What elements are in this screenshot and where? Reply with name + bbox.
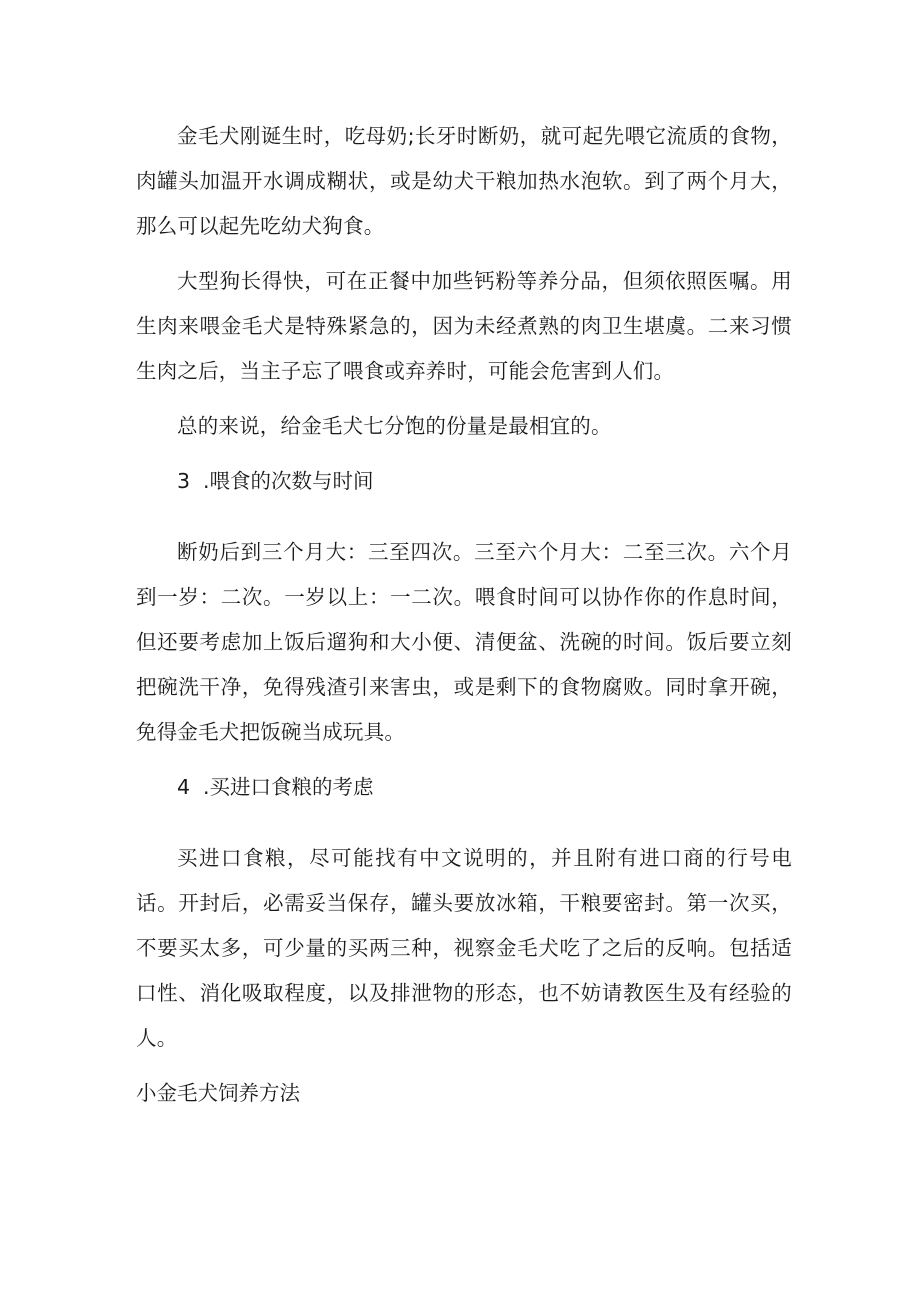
spacer [136, 394, 792, 404]
spacer [136, 249, 792, 259]
spacer [136, 755, 792, 765]
section-title: .喂食的次数与时间 [203, 469, 374, 493]
section-number: 3 [177, 469, 191, 493]
spacer [136, 1061, 792, 1071]
paragraph-feeding-frequency: 断奶后到三个月大：三至四次。三至六个月大：二至三次。六个月到一岁：二次。一岁以上：一二次。喂食时间可以协作你的作息时间，但还要考虑加上饭后遛狗和大小便、清便盆、洗碗的时间。饭后要立刻把碗洗干净，免得残渣引来害虫，或是剩下的食物腐败。同时拿开碗，免得金毛犬把饭碗当成玩具。 [136, 540, 792, 744]
paragraph-large-dog-nutrition: 大型狗长得快，可在正餐中加些钙粉等养分品，但须依照医嘱。用生肉来喂金毛犬是特殊紧急的，因为未经煮熟的肉卫生堪虞。二来习惯生肉之后，当主子忘了喂食或弃养时，可能会危害到人们。 [136, 269, 792, 383]
spacer [136, 504, 792, 530]
paragraph-feeding-stages: 金毛犬刚诞生时，吃母奶;长牙时断奶，就可起先喂它流质的食物，肉罐头加温开水调成糊状，或是幼犬干粮加热水泡软。到了两个月大，那么可以起先吃幼犬狗食。 [136, 124, 792, 238]
paragraph-imported-food: 买进口食粮，尽可能找有中文说明的，并且附有进口商的行号电话。开封后，必需妥当保存，罐头要放冰箱，干粮要密封。第一次买，不要买太多，可少量的买两三种，视察金毛犬吃了之后的反响。包括适口性、消化吸取程度，以及排泄物的形态，也不妨请教医生及有经验的人。 [136, 846, 792, 1050]
section-heading-4 [136, 765, 792, 810]
spacer [136, 810, 792, 836]
section-heading-3 [136, 459, 792, 504]
spacer [136, 449, 792, 459]
document-page [136, 114, 792, 1116]
paragraph-portion-summary: 总的来说，给金毛犬七分饱的份量是最相宜的。 [177, 414, 612, 438]
next-section-title: 小金毛犬饲养方法 [136, 1081, 300, 1105]
section-title: .买进口食粮的考虑 [203, 775, 374, 799]
section-number: 4 [177, 775, 191, 799]
